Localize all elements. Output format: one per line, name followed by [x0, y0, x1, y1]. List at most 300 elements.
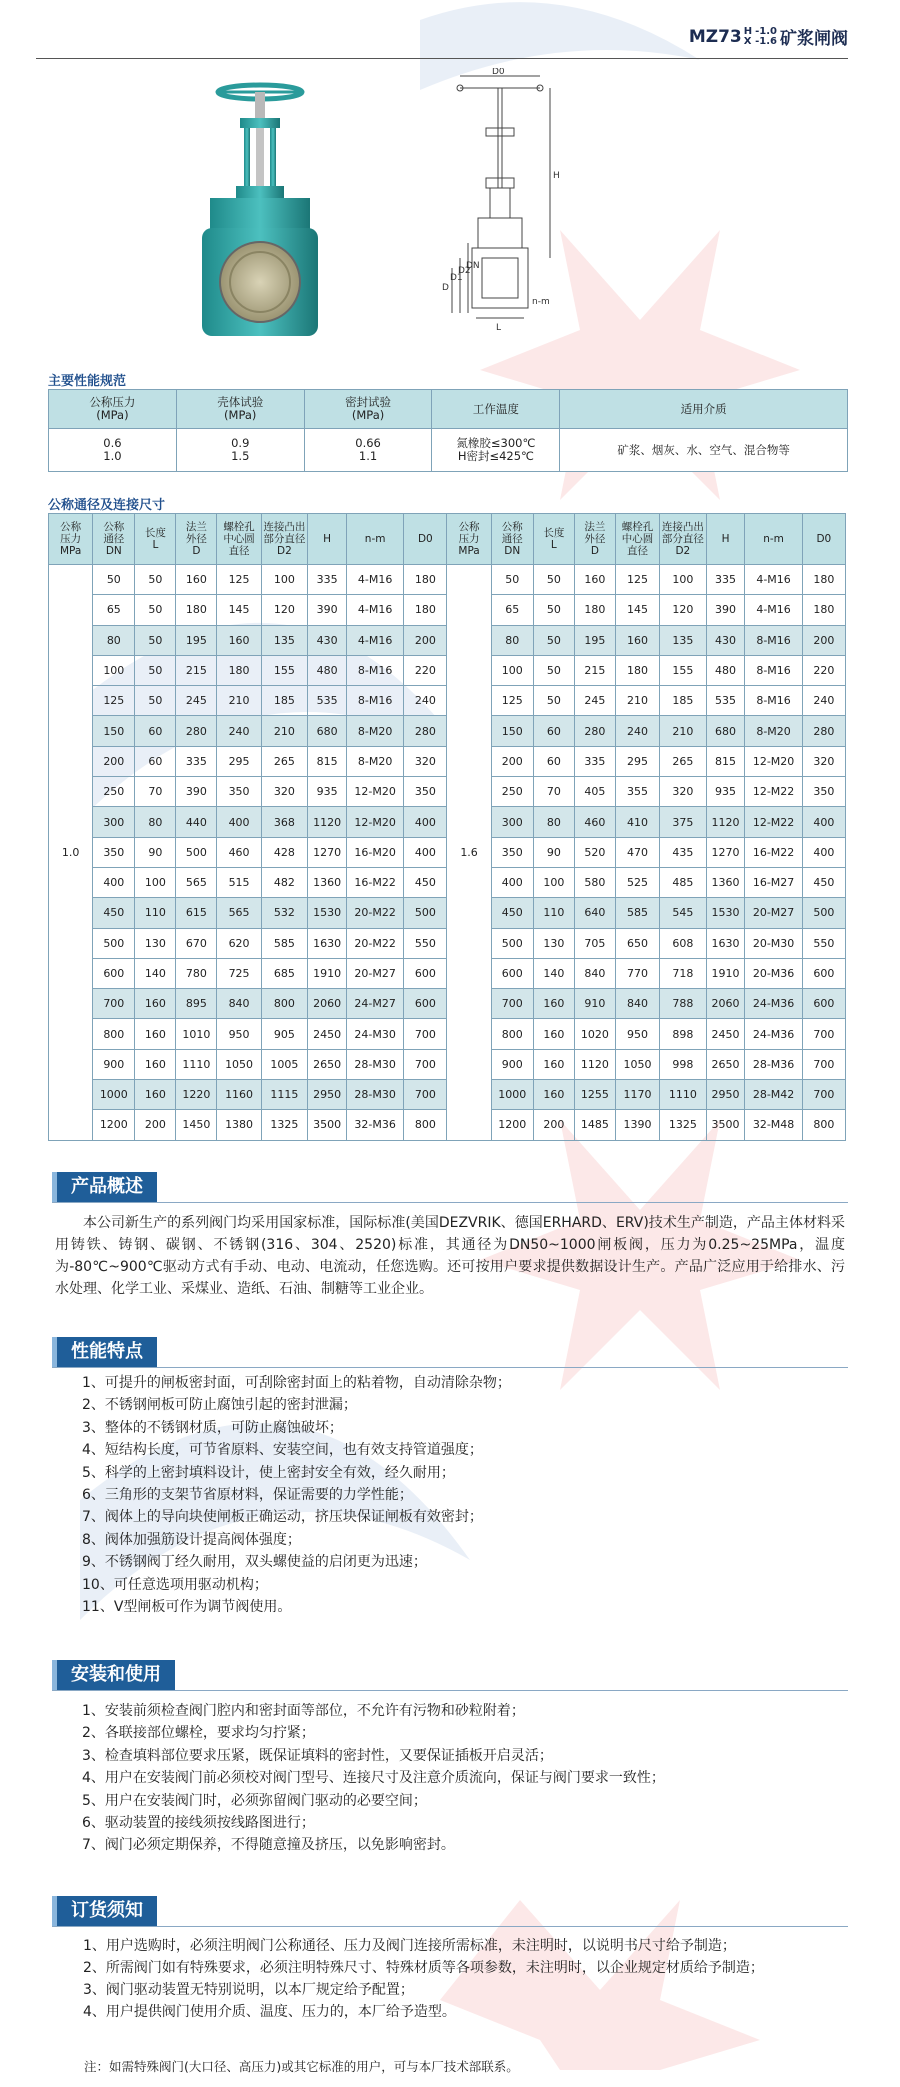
dim-cell: 565: [176, 867, 217, 897]
dim-cell: 2060: [706, 989, 745, 1019]
dim-cell: 335: [706, 565, 745, 595]
dim-cell: 28-M42: [745, 1080, 802, 1110]
dim-cell: 130: [135, 928, 176, 958]
dim-cell: 280: [802, 716, 845, 746]
dim-cell: 50: [93, 565, 135, 595]
dim-cell: 150: [93, 716, 135, 746]
dim-cell: 2950: [706, 1080, 745, 1110]
dim-cell: 160: [533, 1049, 574, 1079]
header-divider: [36, 58, 848, 59]
dim-cell: 160: [135, 989, 176, 1019]
feature-item: 6、三角形的支架节省原材料，保证需要的力学性能；: [82, 1486, 413, 1503]
dim-cell: 50: [533, 686, 574, 716]
feature-item: 5、科学的上密封填料设计，使上密封安全有效，经久耐用；: [82, 1464, 455, 1481]
dim-cell: 400: [404, 837, 447, 867]
dim-cell: 50: [533, 565, 574, 595]
dim-cell: 8-M20: [347, 716, 404, 746]
dim-cell: 100: [93, 655, 135, 685]
dim-cell: 375: [660, 807, 706, 837]
dim-cell: 28-M36: [745, 1049, 802, 1079]
dim-cell: 545: [660, 898, 706, 928]
dim-header-cell: D0: [404, 514, 447, 565]
dim-cell: 335: [308, 565, 347, 595]
dim-cell: 1910: [706, 958, 745, 988]
dim-cell: 250: [491, 777, 533, 807]
model-sub-bottom-left: X: [743, 35, 752, 47]
dim-cell: 320: [802, 746, 845, 776]
table-row: [49, 565, 846, 595]
dim-header-cell: 螺栓孔 中心圆 直径: [217, 514, 261, 565]
dim-cell: 700: [404, 1080, 447, 1110]
dim-cell: 24-M36: [745, 1019, 802, 1049]
dim-cell: 180: [574, 595, 615, 625]
dim-cell: 50: [533, 625, 574, 655]
dim-cell: 700: [93, 989, 135, 1019]
dim-cell: 200: [404, 625, 447, 655]
label-l: L: [496, 323, 502, 333]
dim-cell: 320: [660, 777, 706, 807]
dim-cell: 1530: [308, 898, 347, 928]
dim-cell: 355: [615, 777, 659, 807]
dim-cell: 390: [176, 777, 217, 807]
dim-cell: 800: [404, 1110, 447, 1140]
dim-cell: 60: [135, 746, 176, 776]
install-item: 7、阀门必须定期保养，不得随意撞及挤压，以免影响密封。: [82, 1837, 455, 1854]
dim-cell: 450: [404, 867, 447, 897]
dim-cell: 210: [261, 716, 307, 746]
dim-cell: 24-M27: [347, 989, 404, 1019]
dim-header-cell: 公称 通径 DN: [491, 514, 533, 565]
dim-cell: 60: [135, 716, 176, 746]
dim-cell: 160: [135, 1080, 176, 1110]
dim-cell: 680: [706, 716, 745, 746]
dim-cell: 125: [491, 686, 533, 716]
dim-cell: 700: [491, 989, 533, 1019]
valve-dimension-drawing: [440, 68, 580, 358]
install-item: 3、检查填料部位要求压紧，既保证填料的密封性，又要保证插板开启灵活；: [82, 1747, 553, 1764]
dim-cell: 90: [135, 837, 176, 867]
dim-cell: 350: [491, 837, 533, 867]
dim-cell: 100: [491, 655, 533, 685]
dim-cell: 12-M20: [347, 777, 404, 807]
dim-cell: 800: [802, 1110, 845, 1140]
dim-cell: 1110: [660, 1080, 706, 1110]
dim-cell: 600: [802, 989, 845, 1019]
dim-cell: 585: [615, 898, 659, 928]
label-d2: D2: [458, 266, 471, 276]
dim-title: 公称通径及连接尺寸: [48, 498, 166, 513]
spec-header-cell: 工作温度: [432, 390, 560, 429]
dim-cell: 600: [491, 958, 533, 988]
dim-cell: 240: [217, 716, 261, 746]
dim-cell: 100: [660, 565, 706, 595]
dim-cell: 700: [802, 1049, 845, 1079]
dim-cell: 1050: [615, 1049, 659, 1079]
feature-item: 2、不锈钢闸板可防止腐蚀引起的密封泄漏；: [82, 1397, 357, 1414]
dim-cell: 515: [217, 867, 261, 897]
order-header: 订货须知: [52, 1896, 157, 1926]
dim-cell: 718: [660, 958, 706, 988]
dim-cell: 1160: [217, 1080, 261, 1110]
dim-cell: 200: [93, 746, 135, 776]
dim-cell: 195: [176, 625, 217, 655]
dim-cell: 80: [533, 807, 574, 837]
dim-cell: 50: [135, 595, 176, 625]
dim-header-cell: 公称 通径 DN: [93, 514, 135, 565]
dim-cell: 700: [802, 1080, 845, 1110]
dim-cell: 615: [176, 898, 217, 928]
feature-item: 11、V型闸板可作为调节阀使用。: [82, 1598, 292, 1615]
dimension-table: [48, 513, 846, 1141]
dim-cell: 998: [660, 1049, 706, 1079]
dim-cell: 1200: [93, 1110, 135, 1140]
dim-cell: 525: [615, 867, 659, 897]
spec-cell: 0.66 1.1: [304, 429, 432, 472]
dim-cell: 705: [574, 928, 615, 958]
dim-cell: 1120: [706, 807, 745, 837]
dim-cell: 520: [574, 837, 615, 867]
dim-cell: 250: [93, 777, 135, 807]
dim-cell: 210: [660, 716, 706, 746]
dim-cell: 400: [491, 867, 533, 897]
dim-cell: 140: [135, 958, 176, 988]
dim-cell: 12-M20: [745, 746, 802, 776]
dim-cell: 8-M16: [745, 625, 802, 655]
model-sub-left: [744, 27, 752, 47]
dim-cell: 2450: [706, 1019, 745, 1049]
dim-cell: 725: [217, 958, 261, 988]
dim-header-cell: 长度 L: [135, 514, 176, 565]
dim-cell: 1170: [615, 1080, 659, 1110]
dim-cell: 215: [574, 655, 615, 685]
dim-cell: 1200: [491, 1110, 533, 1140]
dim-cell: 60: [533, 716, 574, 746]
dim-cell: 265: [660, 746, 706, 776]
dim-cell: 50: [135, 655, 176, 685]
dim-cell: 460: [574, 807, 615, 837]
dim-cell: 1255: [574, 1080, 615, 1110]
dim-cell: 180: [404, 565, 447, 595]
dim-cell: 700: [404, 1049, 447, 1079]
dim-cell: 500: [176, 837, 217, 867]
install-item: 5、用户在安装阀门时，必须弥留阀门驱动的必要空间；: [82, 1792, 427, 1809]
dim-cell: 70: [135, 777, 176, 807]
feature-item: 8、阀体加强筋设计提高阀体强度；: [82, 1531, 301, 1548]
dim-cell: 110: [135, 898, 176, 928]
dim-cell: 28-M30: [347, 1049, 404, 1079]
dim-cell: 480: [308, 655, 347, 685]
dim-cell: 4-M16: [347, 625, 404, 655]
dim-cell: 1120: [308, 807, 347, 837]
dim-header-cell: n-m: [347, 514, 404, 565]
dim-cell: 160: [135, 1019, 176, 1049]
dim-cell: 900: [491, 1049, 533, 1079]
dim-cell: 1360: [706, 867, 745, 897]
dim-cell: 485: [660, 867, 706, 897]
dim-cell: 440: [176, 807, 217, 837]
install-item: 6、驱动装置的接线须按线路图进行；: [82, 1814, 315, 1831]
model-sub-right: [755, 27, 777, 47]
dim-cell: 110: [533, 898, 574, 928]
dim-cell: 100: [261, 565, 307, 595]
dim-cell: 680: [308, 716, 347, 746]
dim-cell: 220: [802, 655, 845, 685]
label-d1: D1: [450, 273, 463, 283]
overview-text: 本公司新生产的系列阀门均采用国家标准，国际标准(美国DEZVRIK、德国ERHARD、ERV)技术生产制造，产品主体材料采用铸铁、铸钢、碳钢、不锈钢(316、304、2520)标准，其通径为DN50~1000闸板阀，压力为0.25~25MPa，温度为-80℃~900℃驱动方式有手动、电动、电流动，任您选购。还可按用户要求提供数据设计生产。产品广泛应用于给排水、污水处理、化学工业、采煤业、造纸、石油、制糖等工业企业。: [55, 1215, 845, 1297]
dim-cell: 450: [93, 898, 135, 928]
dim-cell: 2950: [308, 1080, 347, 1110]
dim-cell: 220: [404, 655, 447, 685]
dim-cell: 600: [802, 958, 845, 988]
dim-cell: 8-M16: [745, 655, 802, 685]
model-title: [689, 24, 848, 49]
install-item: 1、安装前须检查阀门腔内和密封面等部位，不允许有污物和砂粒附着；: [82, 1703, 525, 1719]
dim-cell: 240: [404, 686, 447, 716]
dim-cell: 180: [404, 595, 447, 625]
dim-cell: 16-M20: [347, 837, 404, 867]
dim-cell: 160: [533, 1019, 574, 1049]
dim-cell: 125: [217, 565, 261, 595]
dim-cell: 565: [217, 898, 261, 928]
dim-cell: 800: [261, 989, 307, 1019]
dim-cell: 600: [404, 989, 447, 1019]
dim-header-cell: n-m: [745, 514, 802, 565]
dim-cell: 500: [802, 898, 845, 928]
dim-cell: 8-M20: [745, 716, 802, 746]
spec-cell: 0.6 1.0: [49, 429, 177, 472]
dim-cell: 160: [615, 625, 659, 655]
dim-cell: 390: [308, 595, 347, 625]
dim-header-cell: 长度 L: [533, 514, 574, 565]
dim-header-cell: H: [706, 514, 745, 565]
dim-cell: 50: [533, 655, 574, 685]
dim-cell: 640: [574, 898, 615, 928]
dim-cell: 1010: [176, 1019, 217, 1049]
feature-item: 9、不锈钢阀丁经久耐用，双头螺使益的启闭更为迅速；: [82, 1554, 427, 1571]
dim-cell: 8-M16: [347, 686, 404, 716]
feature-item: 10、可任意选项用驱动机构；: [82, 1576, 268, 1593]
dim-cell: 2650: [308, 1049, 347, 1079]
dim-header-cell: D0: [802, 514, 845, 565]
features-list: [82, 1372, 852, 1618]
dim-cell: 160: [533, 1080, 574, 1110]
dim-cell: 840: [615, 989, 659, 1019]
dim-cell: 12-M22: [745, 807, 802, 837]
dim-cell: 3500: [308, 1110, 347, 1140]
dim-cell: 1530: [706, 898, 745, 928]
dim-cell: 350: [217, 777, 261, 807]
install-item: 4、用户在安装阀门前必须校对阀门型号、连接尺寸及注意介质流向，保证与阀门要求一致性；: [82, 1770, 665, 1787]
order-item: 3、阀门驱动装置无特别说明，以本厂规定给予配置；: [83, 1982, 414, 1998]
order-item: 1、用户选购时，必须注明阀门公称通径、压力及阀门连接所需标准，未注明时，以说明书尺寸给予制造；: [83, 1938, 736, 1954]
dim-cell: 770: [615, 958, 659, 988]
order-note: 注：如需特殊阀门(大口径、高压力)或其它标准的用户，可与本厂技术部联系。: [84, 2059, 519, 2074]
dim-header-cell: 公称 压力 MPa: [49, 514, 93, 565]
dim-cell: 20-M36: [745, 958, 802, 988]
dim-cell: 160: [176, 565, 217, 595]
dim-cell: 1325: [660, 1110, 706, 1140]
spec-header-cell: 适用介质: [560, 390, 848, 429]
dim-cell: 32-M48: [745, 1110, 802, 1140]
dim-cell: 950: [615, 1019, 659, 1049]
dim-cell: 8-M16: [745, 686, 802, 716]
dim-cell: 50: [491, 565, 533, 595]
dim-cell: 840: [217, 989, 261, 1019]
dim-cell: 155: [261, 655, 307, 685]
dim-cell: 1390: [615, 1110, 659, 1140]
dim-cell: 200: [135, 1110, 176, 1140]
dim-pressure-left: 1.0: [49, 565, 93, 1141]
dim-cell: 70: [533, 777, 574, 807]
dim-cell: 16-M22: [745, 837, 802, 867]
dim-cell: 145: [217, 595, 261, 625]
dim-cell: 1630: [706, 928, 745, 958]
features-divider: [52, 1367, 848, 1368]
dim-cell: 12-M22: [745, 777, 802, 807]
model-name: 矿浆闸阀: [780, 29, 848, 49]
valve-photo: [200, 78, 320, 340]
dim-cell: 430: [706, 625, 745, 655]
dim-cell: 685: [261, 958, 307, 988]
dim-cell: 1110: [176, 1049, 217, 1079]
dim-cell: 895: [176, 989, 217, 1019]
dim-cell: 585: [261, 928, 307, 958]
dim-cell: 368: [261, 807, 307, 837]
spec-header-cell: 壳体试验 (MPa): [176, 390, 304, 429]
dim-cell: 935: [706, 777, 745, 807]
dim-cell: 50: [135, 625, 176, 655]
dim-cell: 20-M30: [745, 928, 802, 958]
dim-cell: 200: [802, 625, 845, 655]
dim-cell: 135: [660, 625, 706, 655]
dim-cell: 145: [615, 595, 659, 625]
dim-cell: 180: [217, 655, 261, 685]
dim-header-cell: 螺栓孔 中心圆 直径: [615, 514, 659, 565]
dim-cell: 840: [574, 958, 615, 988]
label-dn: DN: [466, 261, 480, 271]
overview-header: 产品概述: [52, 1172, 157, 1202]
dim-cell: 140: [533, 958, 574, 988]
dim-cell: 500: [491, 928, 533, 958]
dim-cell: 400: [217, 807, 261, 837]
dim-cell: 400: [802, 837, 845, 867]
dim-cell: 160: [217, 625, 261, 655]
spec-table: [48, 389, 848, 472]
dim-cell: 200: [491, 746, 533, 776]
overview-divider: [52, 1202, 848, 1203]
dim-cell: 780: [176, 958, 217, 988]
dim-cell: 80: [93, 625, 135, 655]
dim-cell: 620: [217, 928, 261, 958]
dim-cell: 535: [706, 686, 745, 716]
dim-cell: 390: [706, 595, 745, 625]
model-sub-top-right: -1.0: [755, 25, 777, 37]
dim-cell: 24-M36: [745, 989, 802, 1019]
dim-cell: 1000: [93, 1080, 135, 1110]
dim-cell: 1380: [217, 1110, 261, 1140]
features-header: 性能特点: [52, 1337, 157, 1367]
dim-cell: 20-M27: [745, 898, 802, 928]
dim-cell: 4-M16: [347, 595, 404, 625]
dim-cell: 280: [574, 716, 615, 746]
dim-cell: 400: [93, 867, 135, 897]
dim-cell: 8-M16: [347, 655, 404, 685]
dim-cell: 2450: [308, 1019, 347, 1049]
dim-cell: 4-M16: [745, 565, 802, 595]
dim-cell: 815: [308, 746, 347, 776]
dim-cell: 180: [802, 595, 845, 625]
dim-cell: 1630: [308, 928, 347, 958]
dim-cell: 1360: [308, 867, 347, 897]
dim-cell: 500: [93, 928, 135, 958]
dim-cell: 700: [802, 1019, 845, 1049]
dim-cell: 16-M27: [745, 867, 802, 897]
label-nm: n-m: [532, 297, 550, 307]
dim-cell: 1485: [574, 1110, 615, 1140]
dim-cell: 550: [404, 928, 447, 958]
dim-cell: 1220: [176, 1080, 217, 1110]
dim-cell: 788: [660, 989, 706, 1019]
order-item: 4、用户提供阀门使用介质、温度、压力的，本厂给予造型。: [83, 2004, 456, 2020]
dim-cell: 280: [176, 716, 217, 746]
dim-cell: 800: [93, 1019, 135, 1049]
dim-cell: 300: [491, 807, 533, 837]
dim-cell: 600: [93, 958, 135, 988]
dim-cell: 28-M30: [347, 1080, 404, 1110]
dim-cell: 950: [217, 1019, 261, 1049]
dim-cell: 295: [615, 746, 659, 776]
dim-cell: 4-M16: [347, 565, 404, 595]
dim-cell: 350: [404, 777, 447, 807]
dim-cell: 532: [261, 898, 307, 928]
feature-item: 4、短结构长度，可节省原料、安装空间，也有效支持管道强度；: [82, 1442, 483, 1459]
model-sub-top-left: H: [743, 25, 753, 37]
dim-cell: 130: [533, 928, 574, 958]
feature-item: 3、整体的不锈钢材质，可防止腐蚀破坏；: [82, 1419, 343, 1436]
spec-header-cell: 公称压力 (MPa): [49, 390, 177, 429]
dim-cell: 2060: [308, 989, 347, 1019]
dim-cell: 320: [261, 777, 307, 807]
dim-pressure-right: 1.6: [447, 565, 491, 1141]
dim-cell: 3500: [706, 1110, 745, 1140]
dim-cell: 450: [491, 898, 533, 928]
dim-cell: 160: [533, 989, 574, 1019]
dim-cell: 185: [261, 686, 307, 716]
install-divider: [52, 1690, 848, 1691]
dim-cell: 800: [491, 1019, 533, 1049]
dim-cell: 12-M20: [347, 807, 404, 837]
dim-cell: 80: [135, 807, 176, 837]
dim-cell: 50: [135, 565, 176, 595]
install-header: 安装和使用: [52, 1660, 175, 1690]
dim-cell: 120: [660, 595, 706, 625]
dim-cell: 125: [93, 686, 135, 716]
dim-cell: 1450: [176, 1110, 217, 1140]
dim-cell: 608: [660, 928, 706, 958]
dim-cell: 200: [533, 1110, 574, 1140]
dim-cell: 480: [706, 655, 745, 685]
spec-cell: 矿浆、烟灰、水、空气、混合物等: [560, 429, 848, 472]
dim-cell: 482: [261, 867, 307, 897]
dim-cell: 535: [308, 686, 347, 716]
dim-cell: 20-M27: [347, 958, 404, 988]
dim-cell: 65: [491, 595, 533, 625]
dim-cell: 32-M36: [347, 1110, 404, 1140]
dim-cell: 240: [802, 686, 845, 716]
order-item: 2、所需阀门如有特殊要求，必须注明特殊尺寸、特殊材质等各项参数，未注明时，以企业规定材质给予制造；: [83, 1960, 764, 1976]
dim-cell: 195: [574, 625, 615, 655]
dim-cell: 815: [706, 746, 745, 776]
